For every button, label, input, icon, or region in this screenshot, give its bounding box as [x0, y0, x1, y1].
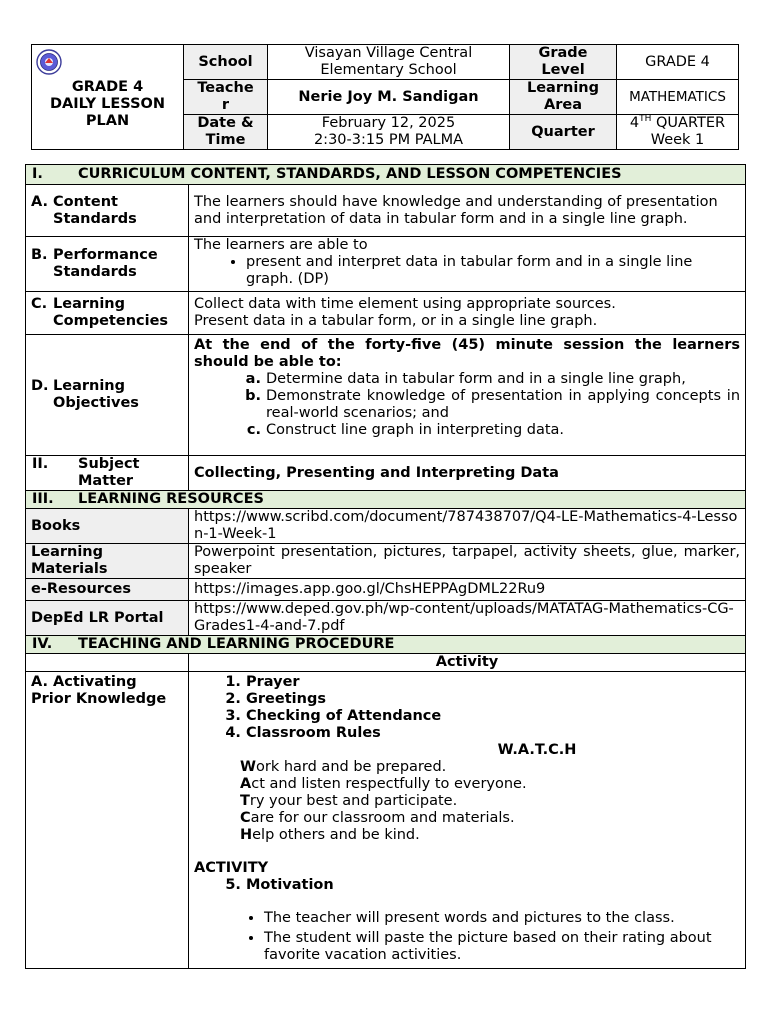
watch-text-w: ork hard and be prepared. — [256, 759, 447, 775]
resource-row-materials — [26, 544, 746, 579]
resource-label-eresources: e-Resources — [26, 579, 189, 601]
activity-header-row — [26, 654, 746, 672]
resource-row-books — [26, 509, 746, 544]
competencies-label — [26, 292, 189, 335]
date-label — [184, 115, 268, 150]
procedure-steps — [194, 674, 740, 742]
watch-letter-h: H — [240, 827, 253, 843]
lesson-table — [25, 164, 746, 969]
section-header-4 — [26, 636, 746, 654]
watch-list — [194, 759, 740, 844]
competency-line-1: Collect data with time element using appropriate sources. — [194, 296, 616, 312]
watch-text-t: ry your best and participate. — [249, 793, 458, 809]
watch-text-a: ct and listen respectfully to everyone. — [251, 776, 527, 792]
competencies-row — [26, 292, 746, 335]
performance-standards-cell — [189, 237, 746, 292]
resource-label-lr-portal: DepEd LR Portal — [26, 601, 189, 636]
school-line-2: Elementary School — [320, 62, 457, 78]
procedure-row — [26, 672, 746, 969]
subject-matter-label — [26, 456, 189, 491]
performance-standards-bullet: • present and interpret data in tabular form and in a single line graph. (DP) — [246, 254, 740, 288]
plan-title-cell — [32, 45, 184, 150]
plan-title-line-2: DAILY LESSON — [49, 95, 166, 112]
watch-line-t — [240, 793, 740, 810]
competency-line-2: Present data in a tabular form, or in a single line graph. — [194, 313, 598, 329]
content-standards-label-line-1: Content — [53, 193, 118, 210]
learning-area-label-line-2: Area — [544, 97, 582, 113]
step-prayer: 1. Prayer — [246, 674, 740, 691]
content-standards-label — [26, 185, 189, 237]
competencies-label-line-2: Competencies — [53, 313, 169, 329]
deped-seal-icon — [36, 49, 62, 75]
procedure-label-line-2: Prior Knowledge — [31, 691, 167, 707]
competencies-label-line-1: Learning — [53, 296, 126, 312]
quarter-word: QUARTER — [651, 115, 726, 131]
date-line-1: February 12, 2025 — [321, 115, 456, 131]
performance-standards-label-line-1: Performance — [53, 247, 158, 263]
step-classroom-rules: 4. Classroom Rules — [246, 725, 740, 742]
content-standards-text: The learners should have knowledge and understanding of presentation and interpretation of data in tabular form and in a single line graph. — [189, 185, 746, 237]
watch-letter-a: A — [240, 776, 252, 792]
resource-row-eresources — [26, 579, 746, 601]
motivation-bullets — [194, 910, 740, 964]
section-1-number: I. — [32, 166, 43, 182]
resource-value-materials: Powerpoint presentation, pictures, tarpapel, activity sheets, glue, marker, speaker — [189, 544, 746, 579]
subject-matter-row — [26, 456, 746, 491]
quarter-value — [617, 115, 739, 150]
date-label-line-1: Date & — [197, 115, 254, 131]
section-header-1 — [26, 165, 746, 185]
section-1-title: CURRICULUM CONTENT, STANDARDS, AND LESSON COMPETENCIES — [78, 166, 622, 182]
activating-prior-knowledge-label — [26, 672, 189, 969]
section-4-number: IV. — [32, 636, 53, 652]
content-standards-letter: A. — [31, 193, 48, 210]
plan-title-line-1: GRADE 4 — [71, 78, 144, 95]
resource-value-lr-portal: https://www.deped.gov.ph/wp-content/uploads/MATATAG-Mathematics-CG-Grades1-4-and-7.pdf — [189, 601, 746, 636]
step-greetings: 2. Greetings — [246, 691, 740, 708]
quarter-label: Quarter — [510, 115, 617, 150]
objectives-label-line-1: Learning — [53, 378, 126, 394]
section-3-number: III. — [32, 491, 54, 507]
grade-level-label-line-2: Level — [541, 62, 585, 78]
watch-letter-w: W — [240, 759, 256, 775]
performance-standards-label-line-2: Standards — [53, 264, 137, 280]
watch-line-w — [240, 759, 740, 776]
activity-header: Activity — [189, 654, 746, 672]
watch-text-c: are for our classroom and materials. — [250, 810, 515, 826]
motivation-list — [194, 877, 740, 894]
quarter-superscript: TH — [639, 114, 652, 125]
subject-matter-number: II. — [32, 456, 49, 472]
watch-text-h: elp others and be kind. — [252, 827, 420, 843]
resource-label-books: Books — [26, 509, 189, 544]
subject-matter-label-line-1: Subject — [78, 456, 140, 472]
objectives-intro: At the end of the forty-five (45) minute session the learners should be able to: — [194, 337, 741, 370]
watch-letter-t: T — [240, 793, 250, 809]
watch-line-h — [240, 827, 740, 844]
date-value — [268, 115, 510, 150]
resource-label-materials-line-2: Materials — [31, 561, 108, 577]
school-label: School — [184, 45, 268, 80]
resource-value-books: https://www.scribd.com/document/787438707/Q4-LE-Mathematics-4-Lesson-1-Week-1 — [189, 509, 746, 544]
section-3-title: LEARNING RESOURCES — [78, 491, 264, 507]
procedure-label-line-1: A. Activating — [31, 674, 137, 690]
watch-line-a — [240, 776, 740, 793]
date-label-line-2: Time — [205, 132, 246, 148]
teacher-label-line-2: r — [221, 97, 230, 113]
watch-letter-c: C — [240, 810, 251, 826]
grade-level-label — [510, 45, 617, 80]
performance-standards-intro: The learners are able to — [194, 237, 368, 253]
objectives-letter: D. — [31, 378, 49, 394]
step-attendance: 3. Checking of Attendance — [246, 708, 740, 725]
header-table — [31, 44, 739, 150]
objectives-row — [26, 335, 746, 456]
objectives-cell — [189, 335, 746, 456]
date-line-2: 2:30-3:15 PM PALMA — [313, 132, 464, 148]
competencies-cell — [189, 292, 746, 335]
grade-level-value: GRADE 4 — [617, 45, 739, 80]
grade-level-label-line-1: Grade — [538, 45, 588, 61]
objective-item-c: c. Construct line graph in interpreting data. — [266, 422, 740, 439]
school-line-1: Visayan Village Central — [304, 45, 473, 61]
procedure-cell — [189, 672, 746, 969]
resource-row-lr-portal — [26, 601, 746, 636]
teacher-label — [184, 80, 268, 115]
learning-area-label-line-1: Learning — [526, 80, 599, 96]
objective-item-a: a. Determine data in tabular form and in a single line graph, — [266, 371, 740, 388]
subject-matter-label-line-2: Matter — [78, 473, 134, 489]
performance-standards-letter: B. — [31, 247, 48, 263]
motivation-bullet-2: • The student will paste the picture based on their rating about favorite vacation activities. — [264, 930, 740, 964]
content-standards-label-line-2: Standards — [53, 210, 137, 227]
learning-area-value: MATHEMATICS — [617, 80, 739, 115]
section-4-title: TEACHING AND LEARNING PROCEDURE — [78, 636, 395, 652]
teacher-value: Nerie Joy M. Sandigan — [268, 80, 510, 115]
step-motivation: 5. Motivation — [246, 877, 740, 894]
quarter-week: Week 1 — [650, 132, 705, 148]
subject-matter-text: Collecting, Presenting and Interpreting Data — [189, 456, 746, 491]
resource-label-materials — [26, 544, 189, 579]
watch-line-c — [240, 810, 740, 827]
activity-header-spacer — [26, 654, 189, 672]
objectives-label-line-2: Objectives — [53, 395, 139, 411]
section-header-3 — [26, 491, 746, 509]
objective-item-b: b. Demonstrate knowledge of presentation in applying concepts in real-world scenarios; and — [266, 388, 740, 422]
resource-value-eresources: https://images.app.goo.gl/ChsHEPPAgDML22Ru9 — [189, 579, 746, 601]
resource-label-materials-line-1: Learning — [31, 544, 104, 560]
watch-title: W.A.T.C.H — [497, 742, 577, 758]
performance-standards-row — [26, 237, 746, 292]
motivation-bullet-1: • The teacher will present words and pictures to the class. — [264, 910, 740, 927]
activity-heading: ACTIVITY — [194, 860, 269, 876]
quarter-number: 4 — [629, 115, 640, 131]
teacher-label-line-1: Teache — [197, 80, 254, 96]
content-standards-row — [26, 185, 746, 237]
objectives-label — [26, 335, 189, 456]
learning-area-label — [510, 80, 617, 115]
competencies-letter: C. — [31, 296, 48, 312]
performance-standards-label — [26, 237, 189, 292]
school-value — [268, 45, 510, 80]
plan-title-line-3: PLAN — [85, 112, 130, 129]
